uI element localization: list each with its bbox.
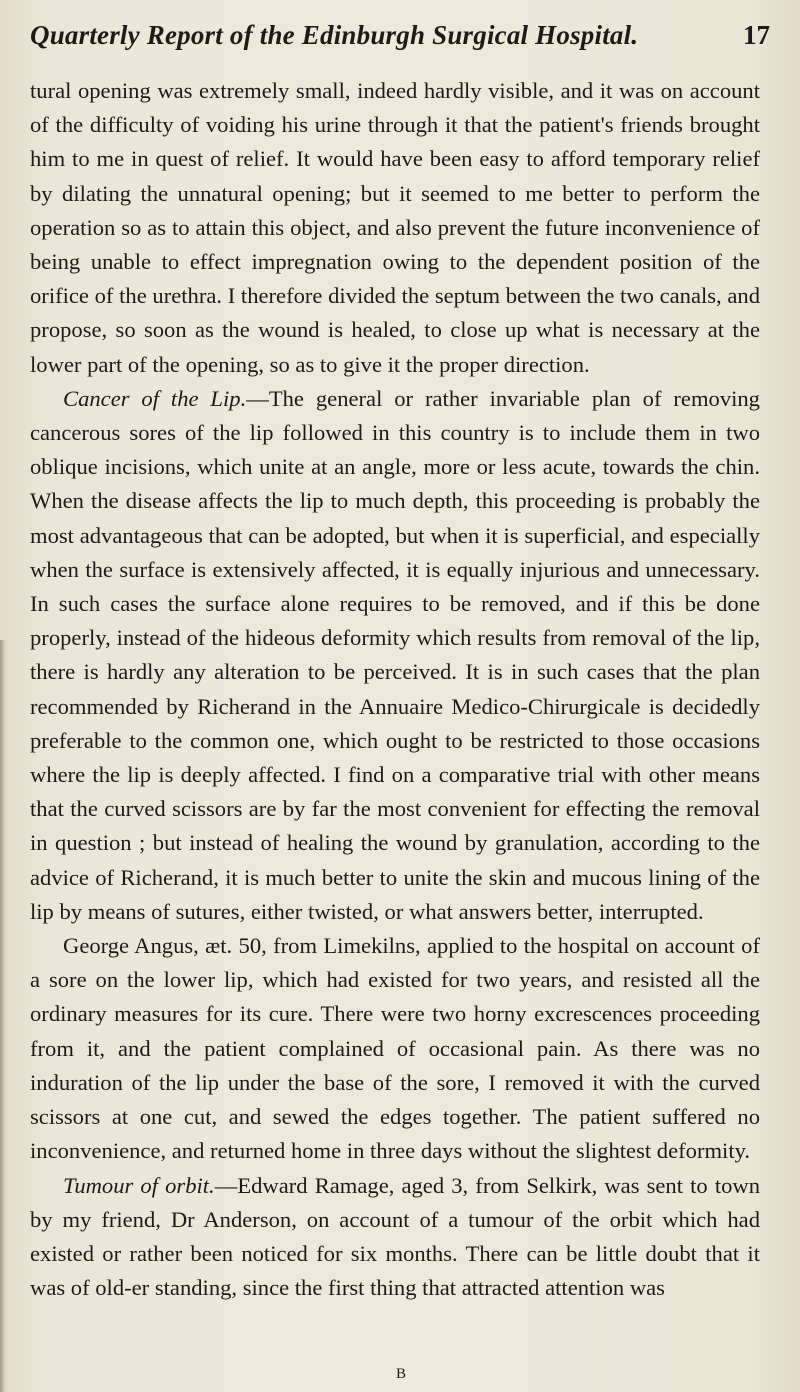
paragraph-cancer-of-lip <box>30 382 760 929</box>
section-lead: Tumour of orbit. <box>63 1172 215 1198</box>
paragraph-text: —Edward Ramage, aged 3, from Selkirk, was sent to town by my friend, Dr Anderson, on account of a tumour of the orbit which had existed or rather been noticed for six months. There can be little doubt that it was of old-er standing, since the first thing that attracted attention was <box>30 1172 761 1301</box>
page-number: 17 <box>743 20 770 50</box>
binding-shadow <box>0 640 6 1392</box>
paragraph-text: George Angus, æt. 50, from Limekilns, applied to the hospital on account of a sore on the lower lip, which had existed for two years, and resisted all the ordinary measures for its cure. There were two horny excrescences proceeding from it, and the patient complained of occasional pain. As there was no induration of the lip under the base of the sore, I removed it with the curved scissors at one cut, and sewed the edges together. The patient suffered no inconvenience, and returned home in three days without the slightest deformity. <box>30 933 760 1164</box>
page-header <box>30 20 770 64</box>
body-text <box>30 74 760 1305</box>
paragraph-continuation <box>30 74 760 382</box>
running-title: Quarterly Report of the Edinburgh Surgical Hospital. <box>30 20 639 50</box>
section-lead: Cancer of the Lip. <box>63 385 247 411</box>
paragraph-tumour-of-orbit <box>30 1169 760 1306</box>
paragraph-text: tural opening was extremely small, indeed hardly visible, and it was on account of the difficulty of voiding his urine through it that the patient's friends brought him to me in quest of relief. It would have been easy to afford temporary relief by dilating the unnatural opening; but it seemed to me better to perform the operation so as to attain this object, and also prevent the future inconvenience of being unable to effect impregnation owing to the dependent position of the orifice of the urethra. I therefore divided the septum between the two canals, and propose, so soon as the wound is healed, to close up what is necessary at the lower part of the opening, so as to give it the proper direction. <box>30 78 760 377</box>
paragraph-text: —The general or rather invariable plan of removing cancerous sores of the lip followed in this country is to include them in two oblique incisions, which unite at an angle, more or less acute, towards the chin. When the disease affects the lip to much depth, this proceeding is probably the most advantageous that can be adopted, but when it is superficial, and especially when the surface is extensively affected, it is equally injurious and unnecessary. In such cases the surface alone requires to be removed, and if this be done properly, instead of the hideous deformity which results from removal of the lip, there is hardly any alteration to be perceived. It is in such cases that the plan recommended by Richerand in the Annuaire Medico-Chirurgicale is decidedly preferable to the common one, which ought to be restricted to those occasions where the lip is deeply affected. I find on a comparative trial with other means that the curved scissors are by far the most convenient for effecting the removal in question ; but instead of healing the wound by granulation, according to the advice of Richerand, it is much better to unite the skin and mucous lining of the lip by means of sutures, either twisted, or what answers better, interrupted. <box>30 385 760 924</box>
signature-mark: B <box>396 1366 408 1382</box>
paragraph-case-angus <box>30 929 760 1168</box>
